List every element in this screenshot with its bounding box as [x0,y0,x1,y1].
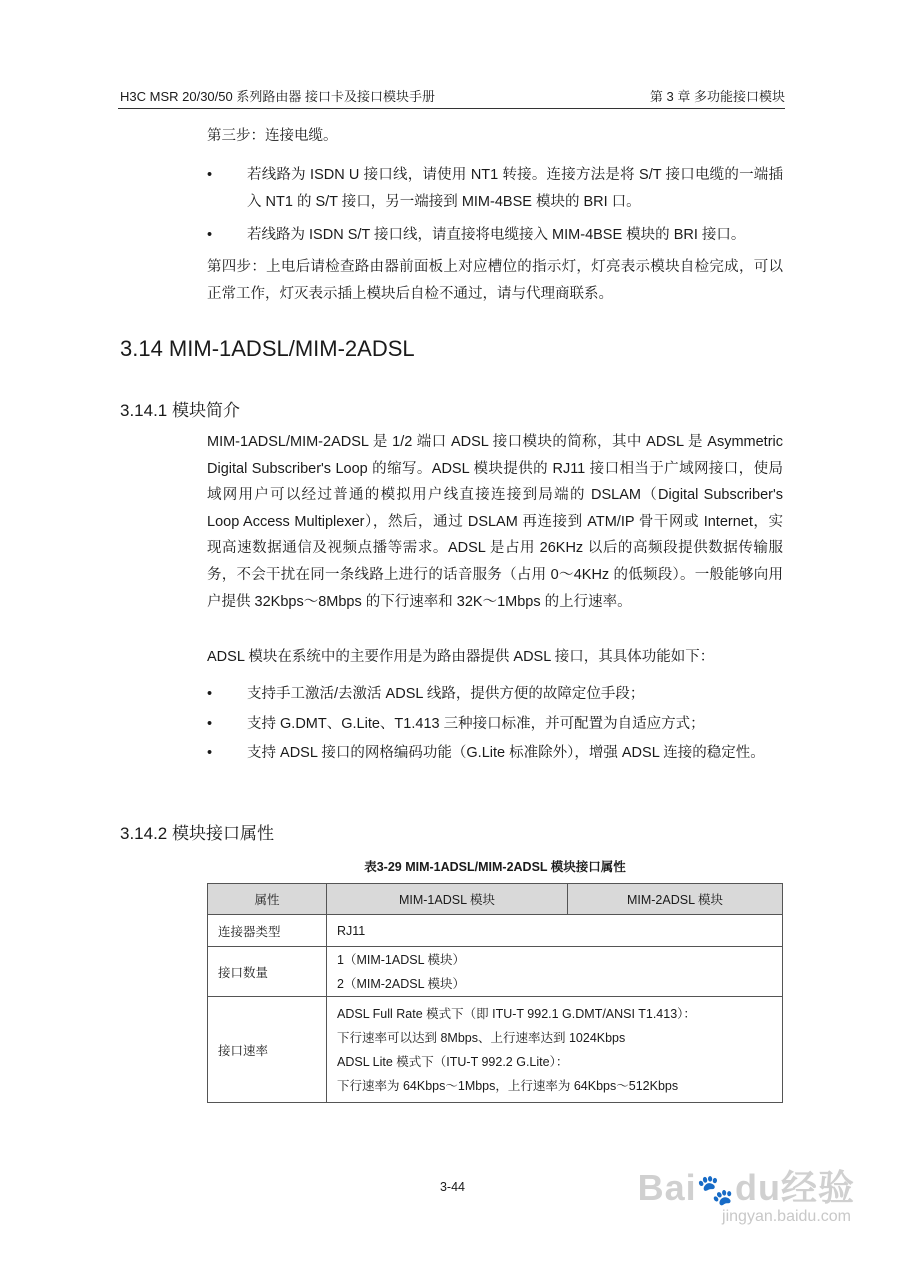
row-label: 接口数量 [208,947,327,997]
row-label: 连接器类型 [208,915,327,947]
list-item: • 若线路为 ISDN S/T 接口线，请直接将电缆接入 MIM-4BSE 模块的 BRI 接口。 [207,222,783,249]
table-header-row [208,884,783,915]
list-item: • 若线路为 ISDN U 接口线，请使用 NT1 转接。连接方法是将 S/T 接口电缆的一端插入 NT1 的 S/T 接口，另一端接到 MIM-4BSE 模块的 BRI 口。 [207,162,783,216]
row-value: ADSL Full Rate 模式下（即 ITU-T 992.1 G.DMT/ANSI T1.413）： 下行速率可以达到 8Mbps、上行速率达到 1024Kbps ADSL Lite 模式下（ITU-T 992.2 G.Lite）： 下行速率为 64Kbps～1Mbps，上行速率为 64Kbps～512Kbps [327,997,783,1103]
list-item: • 支持手工激活/去激活 ADSL 线路，提供方便的故障定位手段； [207,681,783,708]
bullet-icon: • [207,227,213,243]
table-caption: 表3-29 MIM-1ADSL/MIM-2ADSL 模块接口属性 [364,860,626,874]
step3-text: 第三步：连接电缆。 [207,128,338,144]
watermark-url: jingyan.baidu.com [722,1208,851,1225]
list-item: • 支持 G.DMT、G.Lite、T1.413 三种接口标准，并可配置为自适应方式； [207,711,783,738]
bullet-icon: • [207,686,213,702]
table-row [208,997,783,1103]
bullet-icon: • [207,716,213,732]
list-item: • 支持 ADSL 接口的网格编码功能（G.Lite 标准除外），增强 ADSL 连接的稳定性。 [207,740,783,767]
page-number: 3-44 [439,1180,466,1194]
bullet-icon: • [207,167,213,183]
properties-table [207,883,783,1103]
running-header-right: 第 3 章 多功能接口模块 [649,89,785,104]
running-header-left: H3C MSR 20/30/50 系列路由器 接口卡及接口模块手册 [120,89,435,104]
step4-text: 第四步：上电后请检查路由器前面板上对应槽位的指示灯，灯亮表示模块自检完成，可以正常工作，灯灭表示插上模块后自检不通过，请与代理商联系。 [207,259,783,302]
row-value: 1（MIM-1ADSL 模块） 2（MIM-2ADSL 模块） [327,947,783,997]
function-intro: ADSL 模块在系统中的主要作用是为路由器提供 ADSL 接口，其具体功能如下： [207,649,715,665]
subsection-heading: 3.14.1 模块简介 [120,401,240,420]
bullet-icon: • [207,745,213,761]
header-cell: MIM-2ADSL 模块 [568,884,783,915]
section-heading: 3.14 MIM-1ADSL/MIM-2ADSL [120,336,415,361]
intro-paragraph: MIM-1ADSL/MIM-2ADSL 是 1/2 端口 ADSL 接口模块的简称，其中 ADSL 是 Asymmetric Digital Subscriber's Loop 的缩写。ADSL 模块提供的 RJ11 接口相当于广域网接口，使局域网用户可以经过普通的模拟用户线直接连接到局端的 DSLAM（Digital Subscriber's Loop Access Multiplexer），然后，通过 DSLAM 再连接到 ATM/IP 骨干网或 Internet，实现高速数据通信及视频点播等需求。ADSL 是占用 26KHz 以后的高频段提供数据传输服务，不会干扰在同一条线路上进行的话音服务（占用 0～4KHz 的低频段）。一般能够向用户提供 32Kbps～8Mbps 的下行速率和 32K～1Mbps 的上行速率。 [207,434,783,610]
header-cell: MIM-1ADSL 模块 [327,884,568,915]
header-cell: 属性 [208,884,327,915]
table-row [208,947,783,997]
header-divider [118,108,785,109]
row-label: 接口速率 [208,997,327,1103]
row-value: RJ11 [327,915,783,947]
watermark-logo: Bai🐾du经验 [637,1167,855,1208]
subsection-heading: 3.14.2 模块接口属性 [120,824,274,843]
table-row [208,915,783,947]
